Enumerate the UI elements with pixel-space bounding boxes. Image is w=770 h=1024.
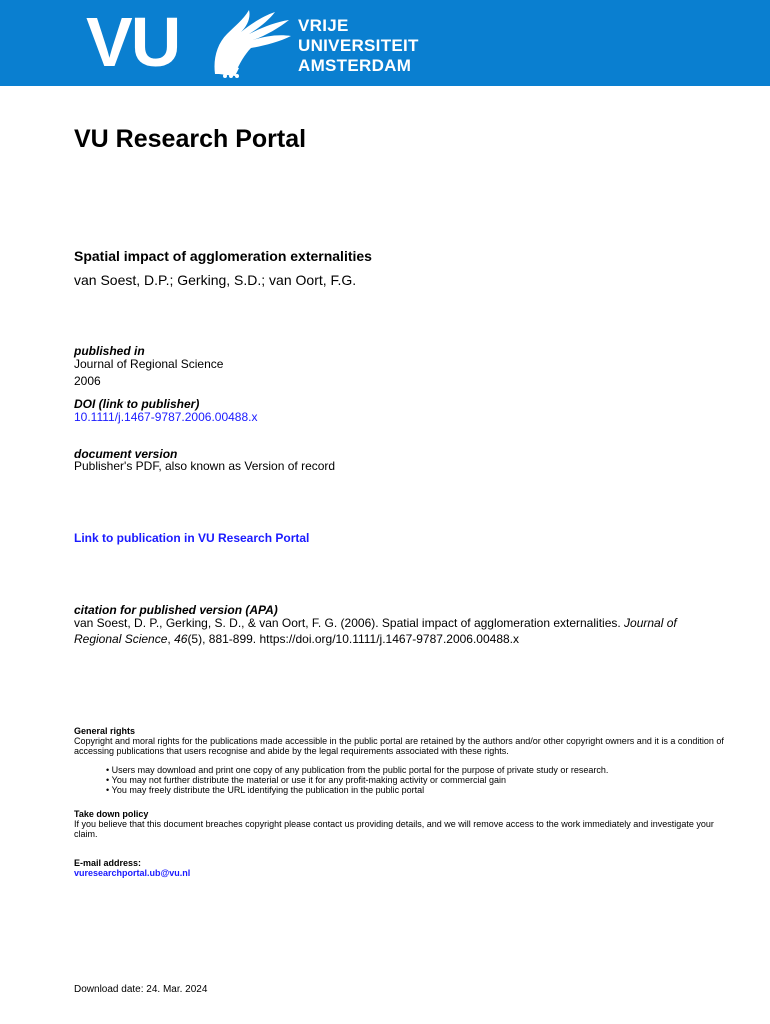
email-heading: E-mail address: <box>74 858 142 868</box>
general-rights-body: Copyright and moral rights for the publications made accessible in the public portal are retained by the authors and/or other copyright owners and it is a condition of accessing publications that users recognise and abide by the legal requirements associated with these rights. <box>74 736 724 756</box>
download-date: Download date: 24. Mar. 2024 <box>74 984 208 995</box>
citation-text <box>74 615 724 647</box>
citation-journal: Journal of Regional Science <box>74 616 677 646</box>
published-in-label: published in <box>74 344 145 358</box>
publication-title: Spatial impact of agglomeration externalities <box>74 248 372 264</box>
logo-vu-letters: VU <box>86 3 180 81</box>
university-name <box>298 16 419 76</box>
rights-bullet-item: • You may freely distribute the URL identifying the publication in the public portal <box>106 785 608 795</box>
citation-separator: , <box>167 632 175 646</box>
griffin-logo-icon <box>205 4 295 82</box>
citation-volume: 46 <box>174 632 188 646</box>
document-version-label: document version <box>74 447 178 461</box>
citation-label: citation for published version (APA) <box>74 603 278 617</box>
take-down-body: If you believe that this document breaches copyright please contact us providing details, and we will remove access to the work immediately and investigate your claim. <box>74 819 714 839</box>
publication-authors: van Soest, D.P.; Gerking, S.D.; van Oort, F.G. <box>74 272 357 288</box>
portal-publication-link[interactable]: Link to publication in VU Research Portal <box>74 531 310 545</box>
header-banner <box>0 0 770 86</box>
doi-label: DOI (link to publisher) <box>74 397 200 411</box>
document-version-value: Publisher's PDF, also known as Version of record <box>74 459 336 473</box>
university-name-line: UNIVERSITEIT <box>298 36 419 55</box>
journal-name: Journal of Regional Science <box>74 357 224 371</box>
university-name-line: VRIJE <box>298 16 349 35</box>
citation-part1: van Soest, D. P., Gerking, S. D., & van Oort, F. G. (2006). Spatial impact of agglomeration externalities. <box>74 616 625 630</box>
general-rights-heading: General rights <box>74 726 136 736</box>
publication-year: 2006 <box>74 374 101 388</box>
university-name-line: AMSTERDAM <box>298 56 412 75</box>
email-link[interactable]: vuresearchportal.ub@vu.nl <box>74 868 191 878</box>
take-down-heading: Take down policy <box>74 809 149 819</box>
doi-link[interactable]: 10.1111/j.1467-9787.2006.00488.x <box>74 410 258 424</box>
rights-bullet-list <box>106 765 608 795</box>
rights-bullet-item: • Users may download and print one copy of any publication from the public portal for the purpose of private study or research. <box>106 765 608 775</box>
portal-title: VU Research Portal <box>74 125 307 153</box>
rights-bullet-item: • You may not further distribute the material or use it for any profit-making activity or commercial gain <box>106 775 608 785</box>
citation-part2: (5), 881-899. https://doi.org/10.1111/j.1467-9787.2006.00488.x <box>187 632 520 646</box>
